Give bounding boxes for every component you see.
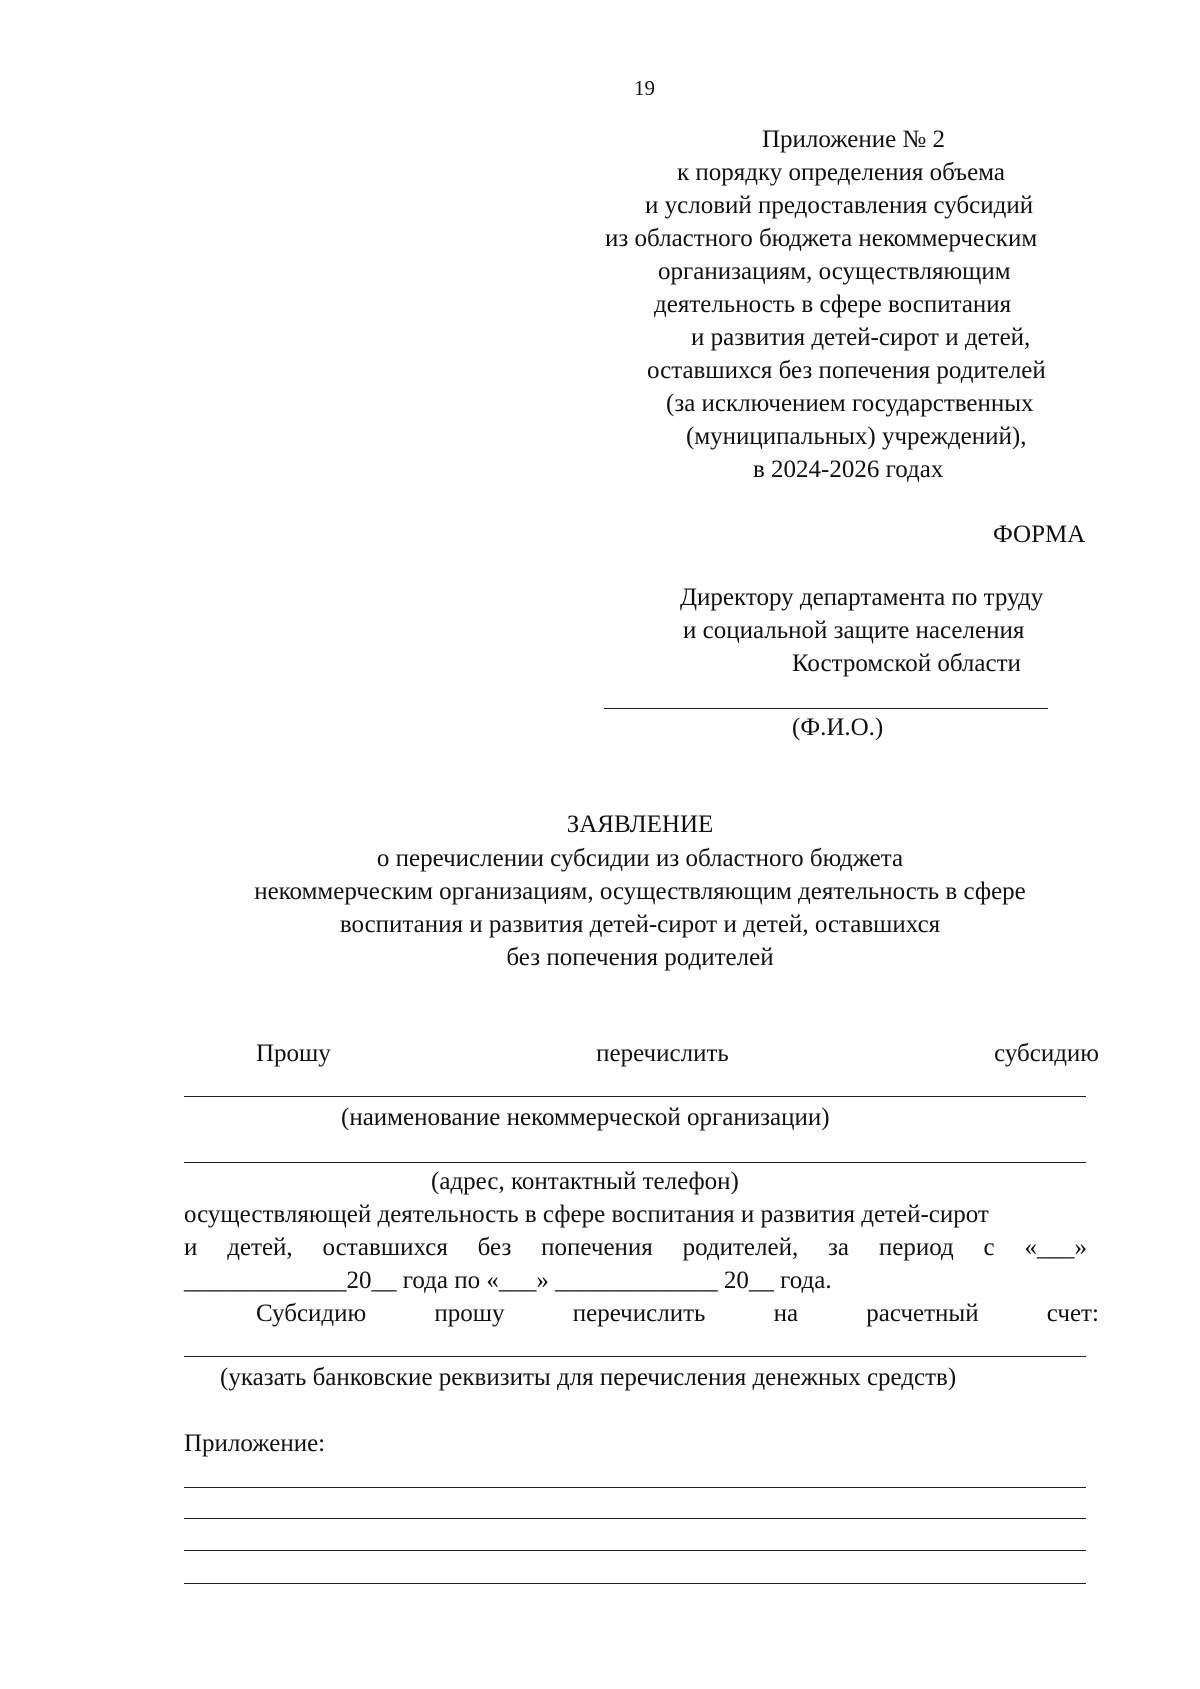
paragraph-word: за (828, 1234, 850, 1261)
attachment-label: Приложение: (184, 1430, 326, 1457)
attachment-field[interactable] (184, 1550, 1086, 1551)
statement-subtitle-line: некоммерческим организациям, осуществляющим деятельность в сфере (254, 878, 1026, 905)
statement-subtitle-line: воспитания и развития детей-сирот и детей, оставшихся (339, 911, 941, 938)
account-word: Субсидию (256, 1300, 367, 1327)
account-word: прошу (434, 1300, 505, 1327)
appendix-line: из областного бюджета некоммерческим (605, 225, 1038, 252)
paragraph-word: без (477, 1234, 512, 1261)
paragraph-word: попечения (541, 1234, 653, 1261)
paragraph-word: детей, (227, 1234, 293, 1261)
paragraph-word: с (983, 1234, 995, 1261)
appendix-line: (муниципальных) учреждений), (686, 423, 1027, 450)
addressee-line: и социальной защите населения (683, 617, 1025, 644)
period-start-day-field[interactable]: «___» (1024, 1234, 1087, 1261)
attachment-field[interactable] (184, 1583, 1086, 1584)
period-paragraph-line (184, 1234, 1087, 1262)
attachment-field[interactable] (184, 1518, 1086, 1519)
account-line (256, 1300, 1099, 1328)
appendix-line: и развития детей-сирот и детей, (691, 324, 1031, 351)
appendix-line: в 2024-2026 годах (753, 456, 944, 483)
request-word: перечислить (596, 1040, 729, 1067)
account-word: перечислить (572, 1300, 706, 1327)
bank-details-field[interactable] (184, 1356, 1086, 1357)
appendix-line: к порядку определения объема (677, 159, 1005, 186)
fio-underline (604, 708, 1048, 709)
org-name-caption: (наименование некоммерческой организации) (341, 1104, 830, 1131)
appendix-line: Приложение № 2 (762, 126, 946, 153)
org-name-field[interactable] (184, 1096, 1086, 1097)
account-word: счет: (1046, 1300, 1099, 1327)
appendix-line: деятельность в сфере воспитания (654, 291, 1012, 318)
paragraph-word: период (878, 1234, 954, 1261)
request-word: Прошу (256, 1040, 331, 1067)
statement-heading: ЗАЯВЛЕНИЕ (566, 811, 714, 838)
appendix-line: и условий предоставления субсидий (645, 192, 1034, 219)
fio-caption: (Ф.И.О.) (792, 714, 884, 741)
address-field[interactable] (184, 1162, 1086, 1163)
request-line (256, 1040, 1099, 1068)
paragraph-word: и (184, 1234, 198, 1261)
appendix-line: оставшихся без попечения родителей (647, 357, 1046, 384)
paragraph-word: родителей, (682, 1234, 799, 1261)
addressee-line: Директору департамента по труду (680, 584, 1044, 611)
account-word: расчетный (866, 1300, 979, 1327)
period-paragraph-line: осуществляющей деятельность в сфере воспитания и развития детей-сирот (184, 1201, 989, 1228)
statement-subtitle-line: о перечислении субсидии из областного бюджета (376, 845, 904, 872)
addressee-line: Костромской области (792, 650, 1021, 677)
paragraph-word: оставшихся (322, 1234, 448, 1261)
appendix-line: организациям, осуществляющим (658, 258, 1011, 285)
period-dates-line: _____________20__ года по «___» _____________ 20__ года. (184, 1267, 832, 1294)
account-word: на (773, 1300, 799, 1327)
attachment-field[interactable] (184, 1487, 1086, 1488)
appendix-line: (за исключением государственных (666, 390, 1034, 417)
statement-subtitle-line: без попечения родителей (506, 944, 774, 971)
bank-details-caption: (указать банковские реквизиты для перечисления денежных средств) (220, 1364, 957, 1391)
form-label: ФОРМА (993, 521, 1086, 548)
request-word: субсидию (994, 1040, 1099, 1067)
page-number: 19 (634, 76, 655, 100)
address-caption: (адрес, контактный телефон) (431, 1168, 739, 1195)
